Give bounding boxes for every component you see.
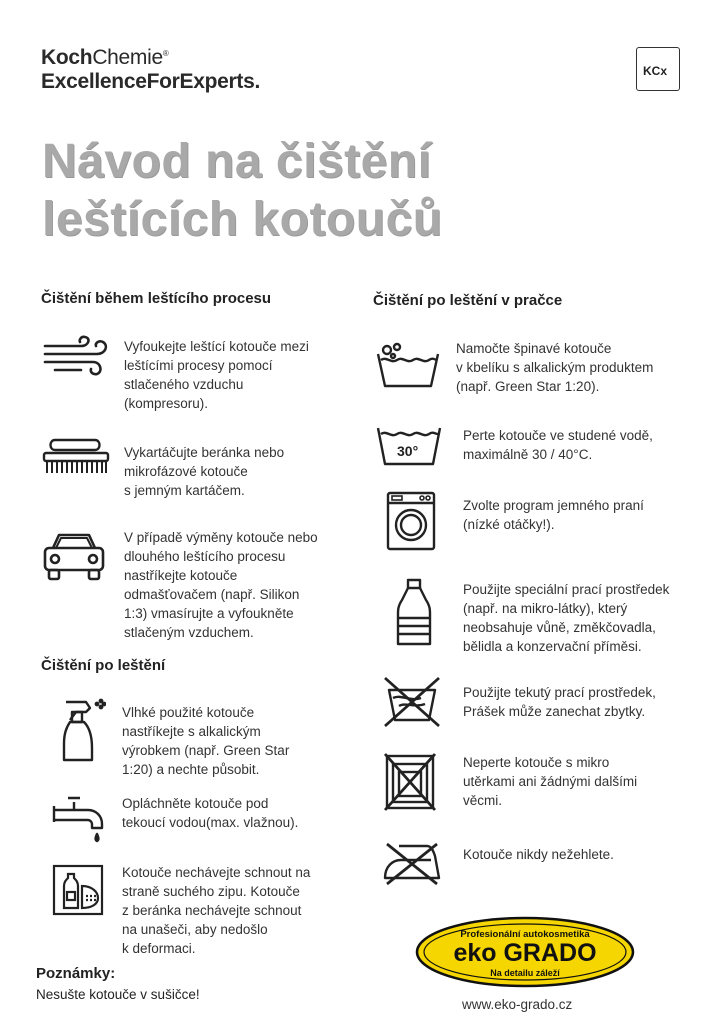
notes-text: Nesušte kotouče v sušičce! bbox=[36, 987, 200, 1002]
page-title-line-2: leštících kotoučů bbox=[42, 193, 443, 246]
logo-top-text: Profesionální autokosmetika bbox=[460, 929, 590, 940]
washing-machine-icon bbox=[386, 491, 436, 551]
detergent-bottle-icon bbox=[394, 578, 434, 648]
no-powder-icon bbox=[381, 672, 443, 730]
instruction-text: Vlhké použité kotouče nastříkejte s alkalickým výrobkem (např. Green Star 1:20) a nechte působit. bbox=[122, 705, 290, 777]
water-tap-icon bbox=[52, 792, 110, 848]
drying-icon bbox=[52, 864, 104, 916]
brush-icon bbox=[41, 436, 111, 476]
instruction-text: Vyfoukejte leštící kotouče mezi leštícími procesy pomocí stlačeného vzduchu (kompresoru). bbox=[124, 339, 309, 411]
spray-bottle-icon bbox=[60, 698, 106, 764]
website-link[interactable]: www.eko-grado.cz bbox=[462, 997, 573, 1012]
soak-tub-icon bbox=[375, 342, 441, 390]
instruction-text: Namočte špinavé kotouče v kbelíku s alkalickým produktem (např. Green Star 1:20). bbox=[456, 341, 654, 394]
instruction-text: Použijte tekutý prací prostředek, Prášek může zanechat zbytky. bbox=[463, 685, 656, 719]
section-heading-after-polishing: Čištění po leštění bbox=[41, 657, 166, 674]
section-heading-washing-machine: Čištění po leštění v pračce bbox=[373, 292, 563, 309]
instruction-text: Neperte kotouče s mikro utěrkami ani žádnými dalšími věcmi. bbox=[463, 755, 638, 808]
wash-temperature-label: 30° bbox=[397, 443, 419, 459]
instruction-text: Kotouče nechávejte schnout na straně suchého zipu. Kotouče z beránka nechávejte schnout na unašeči, aby nedošlo k deformaci. bbox=[122, 865, 311, 956]
instruction-text: V případě výměny kotouče nebo dlouhého leštícího procesu nastříkejte kotouče odmašťovačem (např. Silikon 1:3) vmasírujte a vyfoukněte stlačeným vzduchem. bbox=[124, 530, 318, 640]
wind-icon bbox=[41, 334, 113, 378]
eko-grado-logo bbox=[415, 916, 635, 988]
logo-main-text: eko GRADO bbox=[453, 939, 597, 967]
kcx-badge: KCx bbox=[636, 47, 680, 91]
instruction-text: Zvolte program jemného praní (nízké otáčky!). bbox=[463, 498, 644, 532]
instruction-text: Perte kotouče ve studené vodě, maximálně 30 / 40°C. bbox=[463, 428, 653, 462]
instruction-text: Použijte speciální prací prostředek (např. na mikro-látky), který neobsahuje vůně, změkčovadla, bělidla a konzervační příměsi. bbox=[463, 582, 670, 654]
notes-heading: Poznámky: bbox=[36, 965, 116, 982]
no-iron-icon bbox=[381, 840, 443, 888]
instruction-text: Kotouče nikdy nežehlete. bbox=[463, 847, 614, 862]
brand-name: KochChemie® bbox=[41, 46, 169, 69]
wash-30-icon bbox=[375, 422, 443, 468]
instruction-text: Vykartáčujte beránka nebo mikrofázové kotouče s jemným kartáčem. bbox=[124, 445, 285, 498]
instruction-text: Opláchněte kotouče pod tekoucí vodou(max. vlažnou). bbox=[122, 796, 299, 830]
logo-bottom-text: Na detailu záleží bbox=[490, 968, 560, 978]
section-heading-during-polishing: Čištění během leštícího procesu bbox=[41, 290, 272, 307]
page-title-line-1: Návod na čištění bbox=[42, 135, 432, 188]
no-mixed-wash-icon bbox=[383, 752, 437, 812]
car-icon bbox=[41, 530, 107, 582]
brand-tagline: ExcellenceForExperts. bbox=[41, 70, 260, 93]
